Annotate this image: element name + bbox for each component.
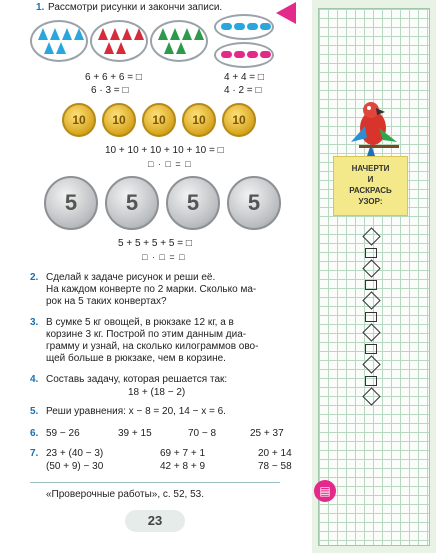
dot-icon (234, 51, 245, 58)
dot-icon (221, 23, 232, 30)
task2-line: На каждом конверте по 2 марки. Сколько ма- (46, 284, 257, 295)
triangle-icon (164, 42, 174, 54)
task3-number: 3. (30, 317, 39, 328)
task5-text: Реши уравнения: x − 8 = 20, 14 − x = 6. (46, 406, 226, 417)
equation: 10 + 10 + 10 + 10 + 10 = □ (105, 145, 224, 156)
dot-icon (234, 23, 245, 30)
coin-10-icon: 10 (62, 103, 96, 137)
equation: 4 · 2 = □ (224, 85, 262, 96)
task6-number: 6. (30, 428, 39, 439)
task7-item: (50 + 9) − 30 (46, 461, 104, 472)
dot-icon (260, 51, 271, 58)
triangle-icon (182, 28, 192, 40)
task4-expression: 18 + (18 − 2) (128, 387, 186, 398)
grid-paper (318, 8, 430, 546)
task5-number: 5. (30, 406, 39, 417)
square-shape (365, 248, 377, 258)
triangle-icon (74, 28, 84, 40)
task7-item: 23 + (40 − 3) (46, 448, 104, 459)
equation: 6 + 6 + 6 = □ (85, 72, 142, 83)
square-shape (365, 376, 377, 386)
triangle-icon (50, 28, 60, 40)
pointer-arrow-icon (276, 2, 296, 24)
task7-item: 42 + 8 + 9 (160, 461, 206, 472)
task2-line: рок на 5 таких конвертах? (46, 296, 167, 307)
coin-5-icon: 5 (44, 176, 98, 230)
equation: 4 + 4 = □ (224, 72, 264, 83)
coin-10-icon: 10 (142, 103, 176, 137)
coin-10-icon: 10 (182, 103, 216, 137)
triangle-icon (194, 28, 204, 40)
equation: 5 + 5 + 5 + 5 = □ (118, 238, 192, 249)
square-shape (365, 280, 377, 290)
task4-number: 4. (30, 374, 39, 385)
triangle-icon (62, 28, 72, 40)
workbook-icon: ▤ (314, 480, 336, 502)
triangle-icon (170, 28, 180, 40)
task6-item: 25 + 37 (250, 428, 284, 439)
oval-green-triangles (150, 20, 208, 62)
triangle-icon (122, 28, 132, 40)
coin-5-icon: 5 (166, 176, 220, 230)
coin-10-icon: 10 (222, 103, 256, 137)
square-shape (365, 312, 377, 322)
dot-icon (221, 51, 232, 58)
triangle-icon (158, 28, 168, 40)
workbook-reference: «Проверочные работы», с. 52, 53. (46, 489, 205, 500)
drawing-sidebar (312, 0, 436, 553)
oval-red-triangles (90, 20, 148, 62)
task3-line: щей больше в рюкзаке, чем в корзине. (46, 353, 226, 364)
dot-icon (247, 51, 258, 58)
triangle-icon (176, 42, 186, 54)
equation: 6 · 3 = □ (91, 85, 129, 96)
oval-blue-dots (214, 14, 274, 40)
triangle-icon (134, 28, 144, 40)
task3-line: грамму и узнай, на сколько килограммов ово- (46, 341, 259, 352)
task7-item: 69 + 7 + 1 (160, 448, 206, 459)
instruction-sign: НАЧЕРТИ И РАСКРАСЬ УЗОР: (333, 156, 408, 216)
equation: □ · □ = □ (148, 159, 192, 169)
task1-number: 1. (36, 2, 45, 13)
triangle-icon (98, 28, 108, 40)
equation: □ · □ = □ (142, 252, 186, 262)
page-number: 23 (125, 510, 185, 532)
oval-blue-triangles (30, 20, 88, 62)
task3-line: корзине 3 кг. Построй по этим данным диа- (46, 329, 247, 340)
task7-number: 7. (30, 448, 39, 459)
task6-item: 59 − 26 (46, 428, 80, 439)
coin-10-icon: 10 (102, 103, 136, 137)
oval-pink-dots (214, 42, 274, 68)
parrot-icon (345, 98, 415, 156)
triangle-icon (104, 42, 114, 54)
square-shape (365, 344, 377, 354)
task7-item: 78 − 58 (258, 461, 292, 472)
task4-line: Составь задачу, которая решается так: (46, 374, 228, 385)
task7-item: 20 + 14 (258, 448, 292, 459)
triangle-icon (110, 28, 120, 40)
divider (30, 482, 280, 483)
dot-icon (247, 23, 258, 30)
task6-item: 39 + 15 (118, 428, 152, 439)
coin-5-icon: 5 (227, 176, 281, 230)
task6-item: 70 − 8 (188, 428, 217, 439)
dot-icon (260, 23, 271, 30)
coin-5-icon: 5 (105, 176, 159, 230)
task2-line: Сделай к задаче рисунок и реши её. (46, 272, 216, 283)
triangle-icon (38, 28, 48, 40)
task3-line: В сумке 5 кг овощей, в рюкзаке 12 кг, а в (46, 317, 234, 328)
triangle-icon (44, 42, 54, 54)
triangle-icon (116, 42, 126, 54)
task2-number: 2. (30, 272, 39, 283)
task1-text: Рассмотри рисунки и закончи записи. (48, 2, 223, 13)
triangle-icon (56, 42, 66, 54)
